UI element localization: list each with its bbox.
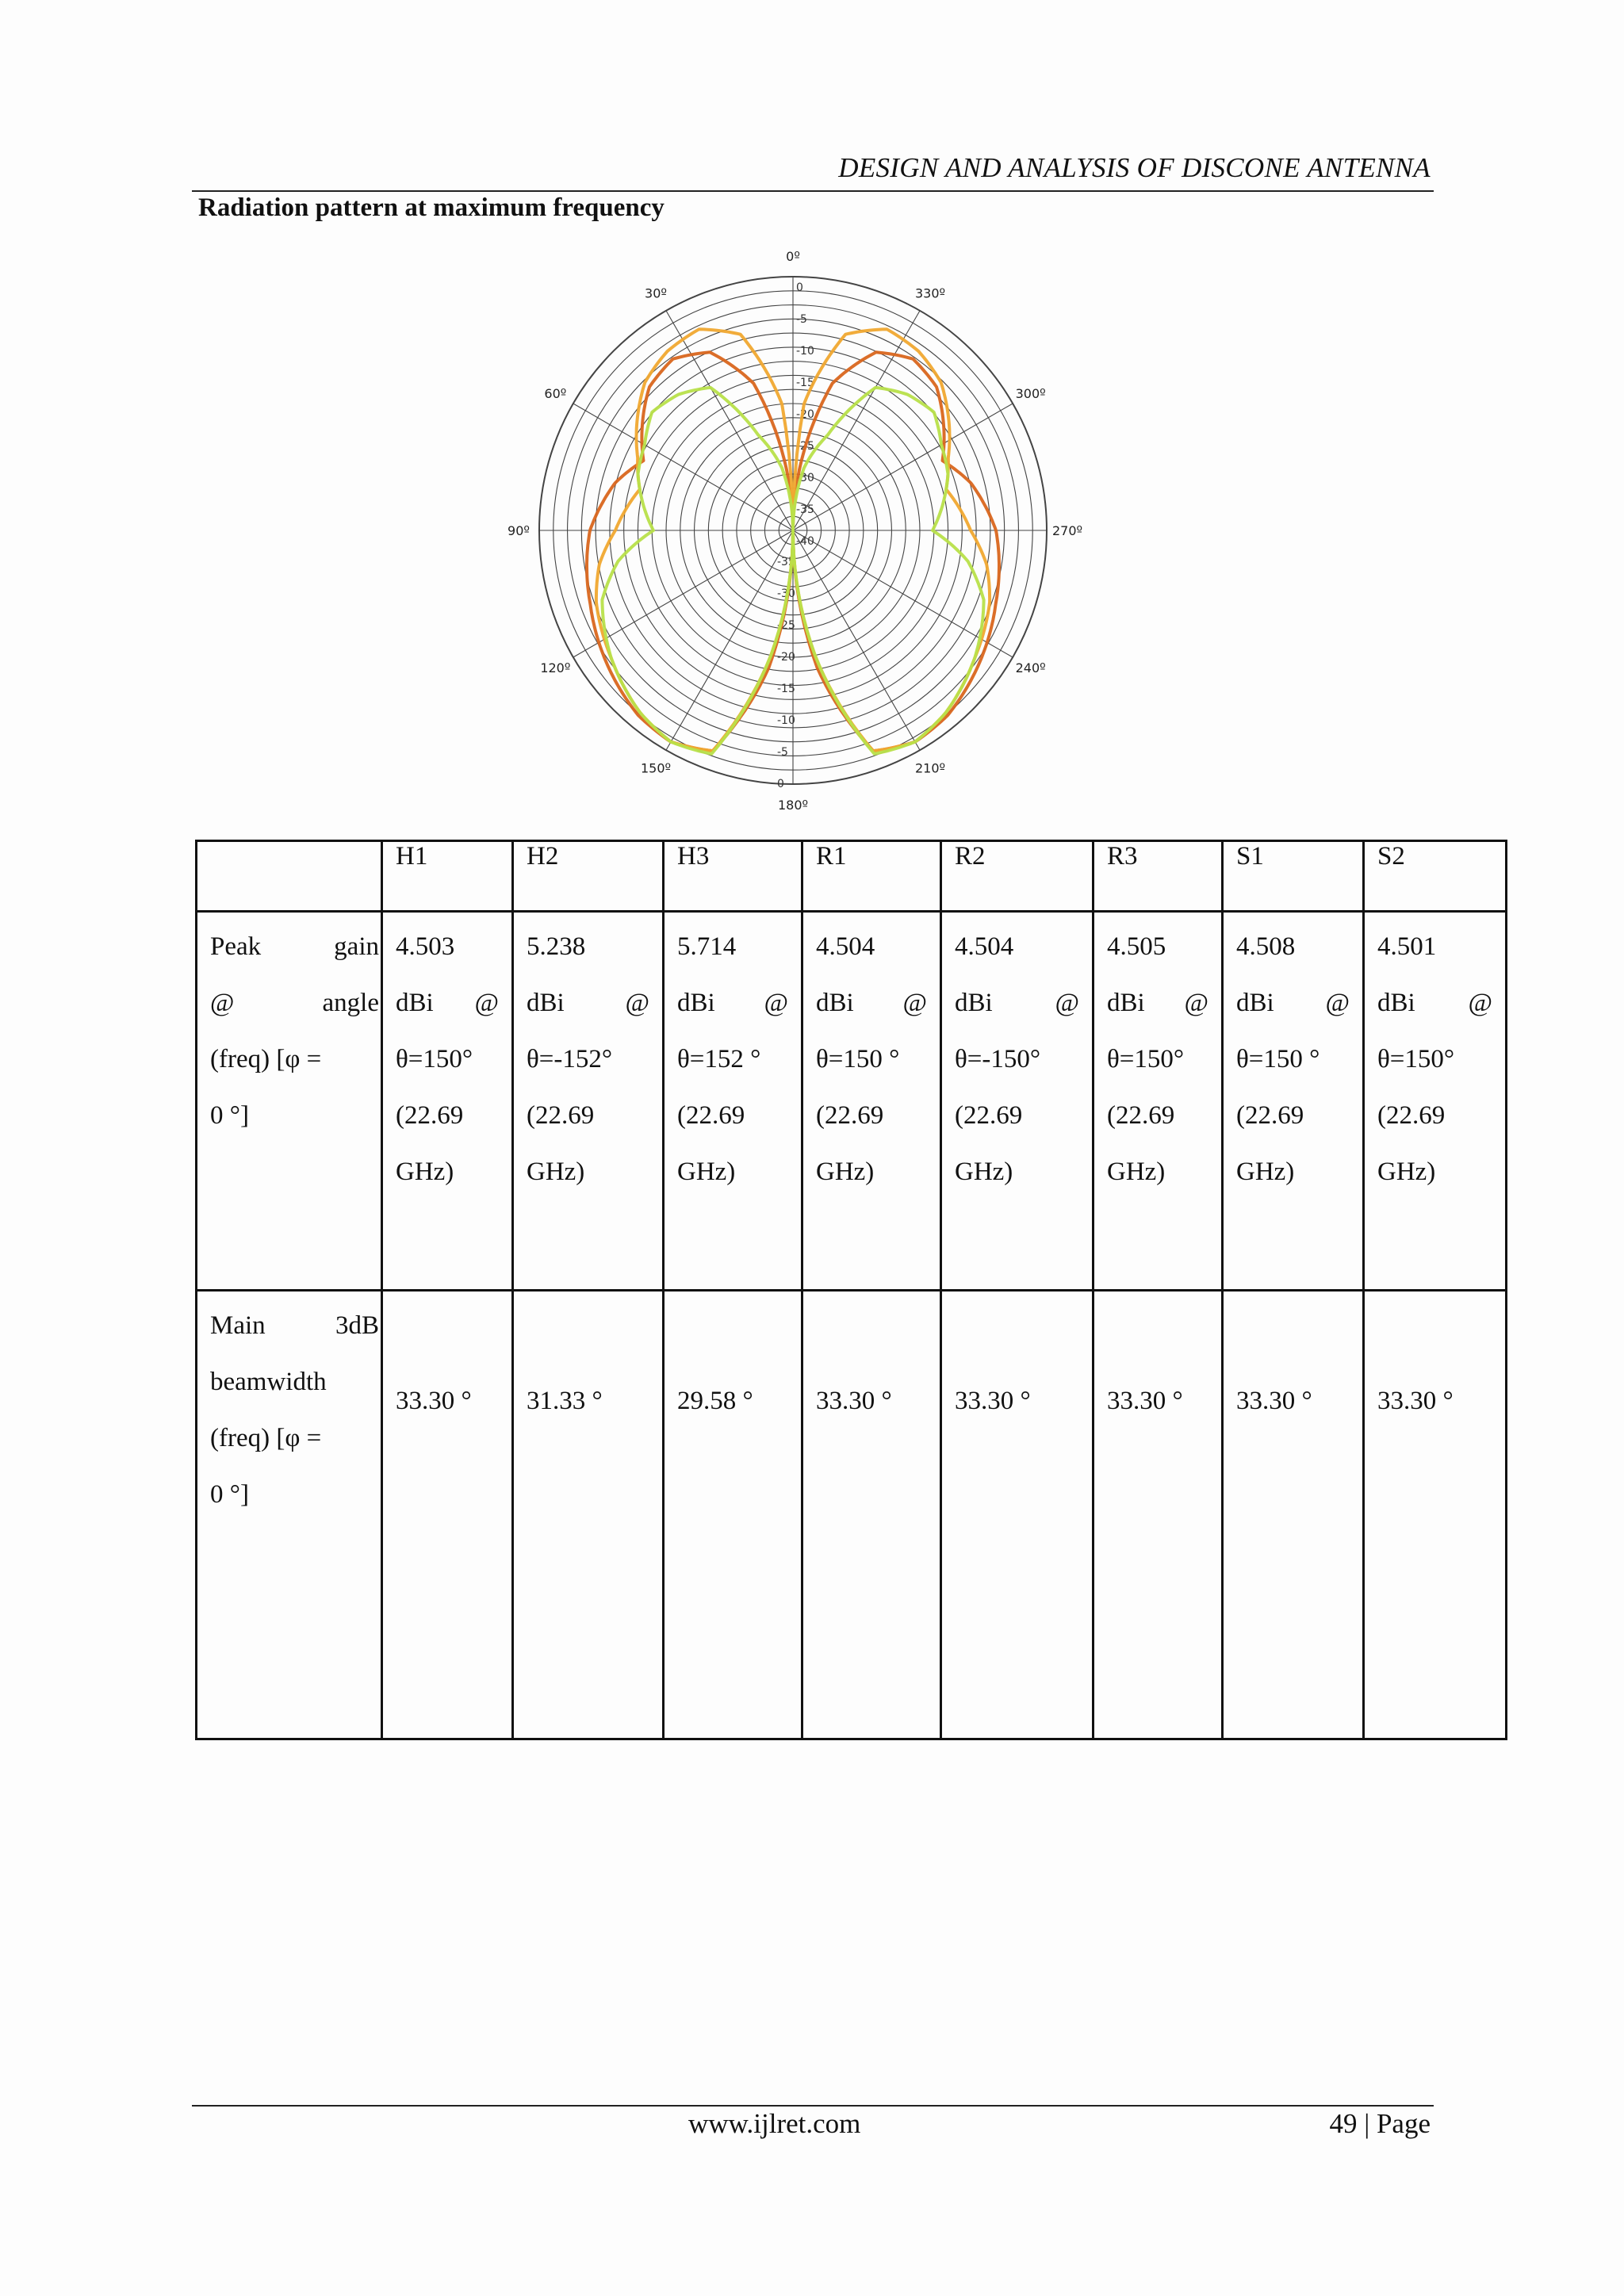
radial-tick-label: -30: [777, 587, 795, 600]
cell-text: dBi: [677, 989, 715, 1017]
cell-text: @: [1468, 989, 1492, 1017]
cell-line: [527, 919, 662, 975]
cell-line: [1236, 1088, 1362, 1144]
radial-tick-label: -35: [796, 503, 814, 516]
table-row-beamwidth: [197, 1291, 1507, 1739]
radial-tick-label: -35: [777, 556, 795, 568]
cell-text: GHz): [816, 1158, 875, 1186]
cell-text: θ=152 °: [677, 1045, 761, 1073]
cell-text: 29.58 °: [677, 1387, 753, 1415]
cell-text: 33.30 °: [1377, 1387, 1454, 1415]
cell-line: [816, 1088, 940, 1144]
cell-text: θ=150°: [396, 1045, 473, 1073]
angle-tick-label: 30º: [645, 285, 667, 301]
cell-text: 3dB: [335, 1311, 379, 1340]
cell-text: (22.69: [816, 1101, 884, 1130]
cell-text: @: [764, 989, 788, 1017]
cell-line: [816, 975, 940, 1031]
cell-text: dBi: [1236, 989, 1274, 1017]
cell-text: beamwidth: [210, 1368, 327, 1396]
radial-tick-label: -20: [796, 408, 814, 421]
cell-text: 4.504: [955, 932, 1014, 961]
table-cell: [941, 912, 1094, 1291]
cell-line: [955, 919, 1092, 975]
cell-text: @: [474, 989, 499, 1017]
cell-text: θ=150 °: [1236, 1045, 1320, 1073]
cell-text: GHz): [527, 1158, 585, 1186]
cell-line: [1377, 1088, 1505, 1144]
series-line: [602, 388, 793, 754]
cell-text: Peak: [210, 932, 262, 961]
cell-text: 33.30 °: [1236, 1387, 1312, 1415]
table-cell: [1094, 1291, 1223, 1739]
cell-line: [1107, 919, 1221, 975]
cell-text: 33.30 °: [396, 1387, 472, 1415]
column-header: R3: [1094, 841, 1223, 912]
table-corner-cell: [197, 841, 382, 912]
header-rule: [192, 190, 1434, 192]
row-label: [197, 912, 382, 1291]
angle-tick-label: 60º: [544, 386, 567, 401]
page-number: 49 | Page: [1329, 2108, 1431, 2139]
cell-line: [210, 919, 381, 975]
table-cell: [664, 912, 802, 1291]
column-header: H2: [513, 841, 664, 912]
cell-line: [396, 1031, 511, 1088]
cell-text: 33.30 °: [816, 1387, 892, 1415]
cell-text: (freq) [φ =: [210, 1045, 322, 1073]
cell-text: (22.69: [396, 1101, 464, 1130]
cell-text: GHz): [1377, 1158, 1436, 1186]
cell-text: 0 °]: [210, 1101, 249, 1130]
cell-line: [527, 1088, 662, 1144]
cell-text: (22.69: [677, 1101, 745, 1130]
cell-line: [210, 975, 381, 1031]
radial-tick-label: -20: [777, 651, 795, 664]
column-header: S2: [1364, 841, 1507, 912]
table-cell: [382, 1291, 513, 1739]
angle-tick-label: 330º: [914, 285, 946, 301]
cell-text: angle: [322, 989, 379, 1017]
cell-line: [527, 1144, 662, 1200]
cell-line: [210, 1031, 381, 1088]
cell-line: [210, 1298, 381, 1354]
cell-line: [955, 975, 1092, 1031]
cell-line: [396, 975, 511, 1031]
angle-tick-label: 0º: [786, 249, 800, 264]
angle-tick-label: 120º: [540, 660, 571, 675]
cell-text: (22.69: [1377, 1101, 1446, 1130]
radial-tick-label: 0: [777, 778, 784, 790]
cell-line: [1236, 919, 1362, 975]
cell-text: dBi: [1377, 989, 1415, 1017]
cell-line: [816, 919, 940, 975]
cell-line: [1236, 1031, 1362, 1088]
radial-tick-label: -40: [796, 535, 814, 548]
cell-text: (22.69: [1236, 1101, 1304, 1130]
cell-line: [527, 1031, 662, 1088]
column-header: H3: [664, 841, 802, 912]
cell-line: [1107, 1144, 1221, 1200]
cell-text: @: [1184, 989, 1208, 1017]
radial-tick-label: -10: [796, 345, 814, 358]
table-cell: [941, 1291, 1094, 1739]
cell-line: [955, 1031, 1092, 1088]
cell-text: Main: [210, 1311, 266, 1340]
column-header: H1: [382, 841, 513, 912]
cell-line: [816, 1031, 940, 1088]
cell-text: θ=-150°: [955, 1045, 1041, 1073]
radial-tick-label: -25: [796, 440, 814, 453]
radial-tick-label: -30: [796, 472, 814, 484]
cell-text: GHz): [396, 1158, 454, 1186]
cell-line: [1107, 975, 1221, 1031]
cell-line: [1377, 1144, 1505, 1200]
cell-text: (freq) [φ =: [210, 1424, 322, 1452]
cell-text: dBi: [816, 989, 854, 1017]
row-label: [197, 1291, 382, 1739]
column-header: S1: [1223, 841, 1364, 912]
cell-text: θ=150°: [1107, 1045, 1185, 1073]
cell-line: [396, 1144, 511, 1200]
cell-line: [816, 1144, 940, 1200]
cell-line: [210, 1410, 381, 1467]
table-cell: [1223, 912, 1364, 1291]
cell-line: [1107, 1031, 1221, 1088]
cell-text: (22.69: [1107, 1101, 1175, 1130]
cell-line: [677, 1144, 801, 1200]
cell-line: [210, 1088, 381, 1144]
radial-tick-label: -5: [796, 313, 807, 326]
angle-tick-label: 150º: [640, 760, 672, 776]
series-line: [793, 388, 984, 754]
table-cell: [1364, 912, 1507, 1291]
cell-line: [1377, 975, 1505, 1031]
footer-rule: [192, 2105, 1434, 2107]
cell-text: 4.503: [396, 932, 455, 961]
radiation-pattern-chart: [484, 246, 1118, 817]
cell-line: [1107, 1088, 1221, 1144]
section-heading: Radiation pattern at maximum frequency: [198, 193, 665, 222]
cell-line: [1236, 975, 1362, 1031]
cell-text: (22.69: [955, 1101, 1023, 1130]
cell-text: θ=150 °: [816, 1045, 900, 1073]
cell-line: [677, 1088, 801, 1144]
cell-text: @: [1325, 989, 1350, 1017]
cell-text: @: [625, 989, 649, 1017]
table-cell: [382, 912, 513, 1291]
table-row-peak-gain: [197, 912, 1507, 1291]
cell-text: GHz): [1107, 1158, 1166, 1186]
radial-tick-label: 0: [796, 281, 803, 294]
table-cell: [802, 912, 941, 1291]
cell-text: 4.501: [1377, 932, 1437, 961]
cell-line: [955, 1088, 1092, 1144]
cell-text: @: [902, 989, 927, 1017]
cell-line: [1377, 919, 1505, 975]
cell-line: [396, 919, 511, 975]
cell-line: [1236, 1144, 1362, 1200]
angle-tick-label: 90º: [508, 523, 530, 538]
cell-line: [677, 919, 801, 975]
cell-line: [527, 975, 662, 1031]
column-header: R1: [802, 841, 941, 912]
table-cell: [1364, 1291, 1507, 1739]
cell-text: dBi: [955, 989, 993, 1017]
angle-tick-label: 180º: [777, 798, 809, 813]
antenna-spec-table: [195, 840, 1507, 1740]
cell-text: dBi: [1107, 989, 1145, 1017]
angle-tick-label: 240º: [1015, 660, 1046, 675]
cell-line: [1377, 1031, 1505, 1088]
cell-text: 4.504: [816, 932, 875, 961]
cell-text: 4.508: [1236, 932, 1296, 961]
table-header-row: [197, 841, 1507, 912]
cell-line: [396, 1088, 511, 1144]
cell-text: GHz): [955, 1158, 1013, 1186]
cell-text: 5.714: [677, 932, 737, 961]
cell-text: 33.30 °: [1107, 1387, 1183, 1415]
radial-tick-label: -10: [777, 714, 795, 727]
radial-tick-label: -5: [777, 746, 788, 759]
cell-text: @: [1055, 989, 1079, 1017]
angle-tick-label: 300º: [1015, 386, 1046, 401]
table-cell: [1094, 912, 1223, 1291]
cell-text: 4.505: [1107, 932, 1166, 961]
cell-text: 0 °]: [210, 1480, 249, 1509]
cell-text: dBi: [396, 989, 434, 1017]
angle-tick-label: 270º: [1051, 523, 1083, 538]
cell-line: [955, 1144, 1092, 1200]
cell-text: GHz): [677, 1158, 736, 1186]
cell-text: gain: [334, 932, 379, 961]
radial-tick-label: -25: [777, 619, 795, 632]
cell-text: @: [210, 989, 235, 1017]
cell-line: [677, 975, 801, 1031]
footer-url: www.ijlret.com: [688, 2108, 861, 2139]
table-cell: [1223, 1291, 1364, 1739]
radial-tick-label: -15: [777, 683, 795, 695]
table-cell: [664, 1291, 802, 1739]
cell-text: θ=-152°: [527, 1045, 613, 1073]
cell-text: dBi: [527, 989, 565, 1017]
cell-line: [210, 1354, 381, 1410]
table-cell: [513, 912, 664, 1291]
cell-text: 31.33 °: [527, 1387, 603, 1415]
cell-text: 5.238: [527, 932, 586, 961]
table-cell: [802, 1291, 941, 1739]
cell-text: 33.30 °: [955, 1387, 1031, 1415]
column-header: R2: [941, 841, 1094, 912]
cell-text: (22.69: [527, 1101, 595, 1130]
table-cell: [513, 1291, 664, 1739]
running-title: DESIGN AND ANALYSIS OF DISCONE ANTENNA: [838, 152, 1431, 183]
cell-text: GHz): [1236, 1158, 1295, 1186]
cell-text: θ=150°: [1377, 1045, 1455, 1073]
cell-line: [210, 1467, 381, 1523]
cell-line: [677, 1031, 801, 1088]
angle-tick-label: 210º: [914, 760, 946, 776]
radial-tick-label: -15: [796, 377, 814, 389]
